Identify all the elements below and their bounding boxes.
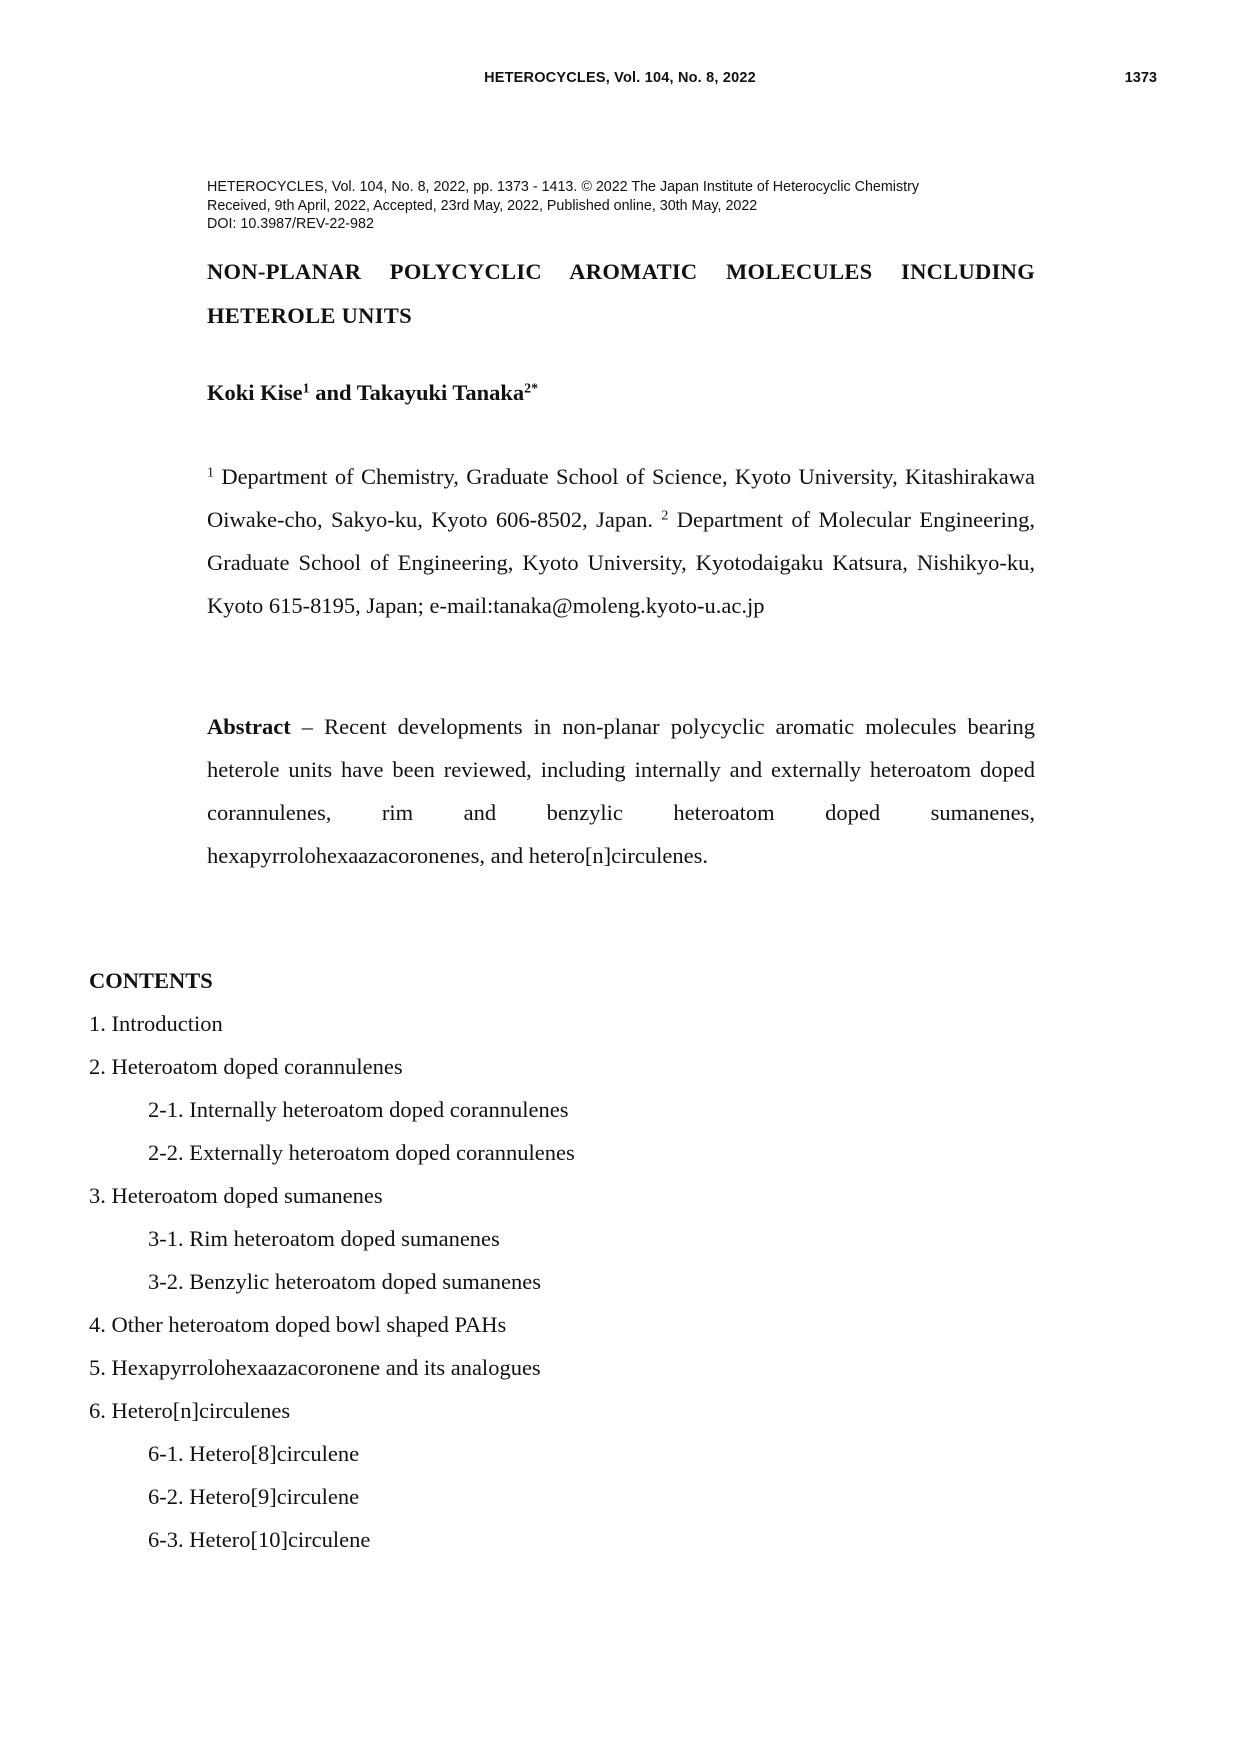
contents-heading: CONTENTS <box>89 968 213 993</box>
toc-item: 2. Heteroatom doped corannulenes <box>89 1054 403 1079</box>
toc-item: 4. Other heteroatom doped bowl shaped PAHs <box>89 1312 507 1337</box>
received-dates-line: Received, 9th April, 2022, Accepted, 23rd May, 2022, Published online, 30th May, 2022 <box>207 197 758 214</box>
toc-subitem: 3-2. Benzylic heteroatom doped sumanenes <box>148 1269 542 1294</box>
toc-subitem: 6-2. Hetero[9]circulene <box>148 1484 360 1509</box>
toc-subitem: 2-2. Externally heteroatom doped corannulenes <box>148 1140 575 1165</box>
citation-line: HETEROCYCLES, Vol. 104, No. 8, 2022, pp. 1373 - 1413. © 2022 The Japan Institute of Heterocyclic Chemistry <box>207 179 919 195</box>
author-name: Koki Kise <box>207 380 303 405</box>
toc-item: 1. Introduction <box>89 1011 223 1036</box>
affiliation-block <box>207 455 1035 627</box>
toc-subitem: 2-1. Internally heteroatom doped corannulenes <box>148 1097 569 1122</box>
affiliation-marker: 1 <box>302 381 310 397</box>
affiliation-marker <box>524 381 538 396</box>
toc-item: 3. Heteroatom doped sumanenes <box>89 1183 383 1208</box>
table-of-contents <box>89 959 989 1561</box>
author-line <box>207 378 538 408</box>
citation-block <box>207 178 1027 234</box>
doi-line: DOI: 10.3987/REV-22-982 <box>207 216 374 232</box>
toc-subitem: 6-1. Hetero[8]circulene <box>148 1441 360 1466</box>
page-number: 1373 <box>1124 70 1157 86</box>
affiliation-text: Department of Molecular Engineering, Graduate School of Engineering, Kyoto University, Kyotodaigaku Katsura, Nishikyo-ku, Kyoto 615-8195, Japan; e-mail:tanaka@moleng.kyoto-u.ac.jp <box>207 507 1035 618</box>
author-conjunction: and <box>309 380 357 405</box>
author-name: Takayuki Tanaka <box>356 380 525 405</box>
affiliation-marker: 2 <box>661 508 669 524</box>
toc-item: 6. Hetero[n]circulenes <box>89 1398 291 1423</box>
paper-title: NON-PLANAR POLYCYCLIC AROMATIC MOLECULES INCLUDING HETEROLE UNITS <box>207 259 1035 328</box>
affiliation-text: Department of Chemistry, Graduate School of Science, Kyoto University, Kitashirakawa Oiwake-cho, Sakyo-ku, Kyoto 606-8502, Japan. <box>207 464 1035 532</box>
abstract-label: Abstract <box>207 714 291 739</box>
affiliation-number: 2 <box>524 381 532 397</box>
toc-subitem: 3-1. Rim heteroatom doped sumanenes <box>148 1226 500 1251</box>
corresponding-author-mark: * <box>531 381 539 397</box>
running-header <box>0 70 1240 92</box>
toc-item: 5. Hexapyrrolohexaazacoronene and its analogues <box>89 1355 541 1380</box>
abstract-text: – Recent developments in non-planar polycyclic aromatic molecules bearing heterole units have been reviewed, including internally and externally heteroatom doped corannulenes, rim and benzylic heteroatom doped sumanenes, hexapyrrolohexaazacoronenes, and hetero[n]circulenes. <box>207 714 1035 868</box>
journal-header: HETEROCYCLES, Vol. 104, No. 8, 2022 <box>484 70 756 86</box>
abstract <box>207 705 1035 877</box>
affiliation-marker: 1 <box>207 465 214 481</box>
toc-subitem: 6-3. Hetero[10]circulene <box>148 1527 371 1552</box>
